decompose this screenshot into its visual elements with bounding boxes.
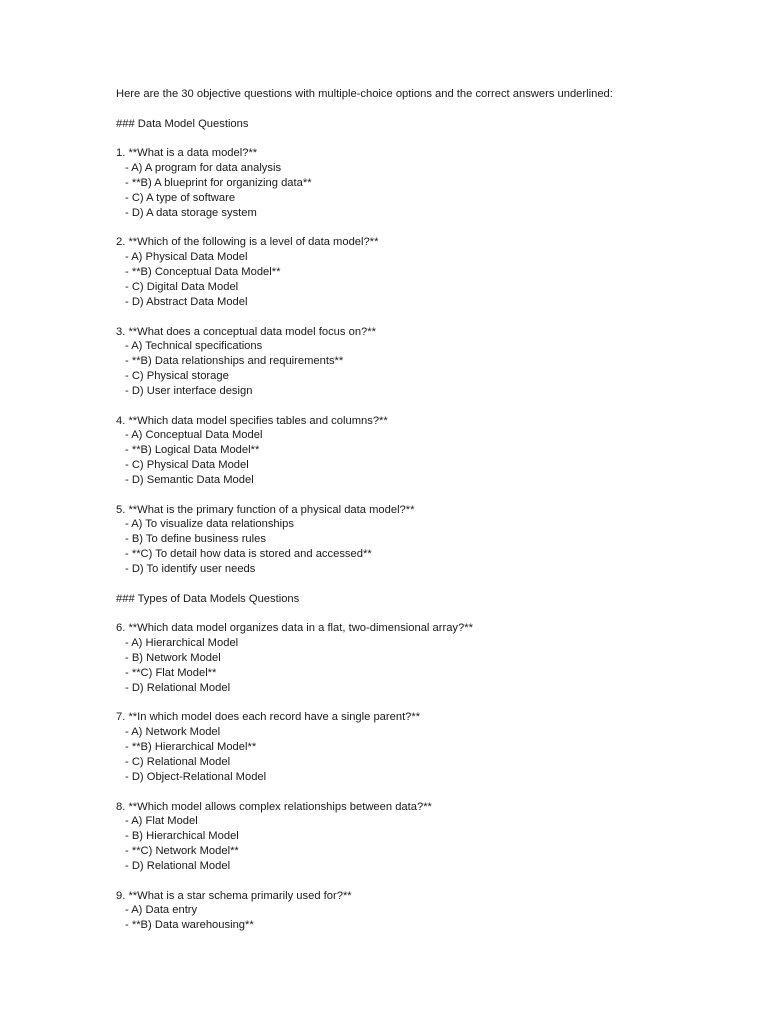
question-text: 2. **Which of the following is a level of data model?** xyxy=(116,236,379,249)
spacer xyxy=(116,221,736,236)
option-text: - D) Relational Model xyxy=(125,859,231,872)
spacer xyxy=(116,310,736,325)
option-text: - A) Data entry xyxy=(125,904,198,917)
spacer xyxy=(116,874,736,889)
option-text: - A) Hierarchical Model xyxy=(125,637,239,650)
option-text: - A) Physical Data Model xyxy=(125,251,248,264)
option-text: - **B) Data warehousing** xyxy=(125,919,254,932)
spacer xyxy=(116,102,736,117)
option-text: - A) A program for data analysis xyxy=(125,162,282,175)
option-text: - D) Relational Model xyxy=(125,681,231,694)
option-text: - C) Physical storage xyxy=(125,370,229,383)
spacer xyxy=(116,488,736,503)
option-text: - D) To identify user needs xyxy=(125,563,256,575)
option-text: - B) Network Model xyxy=(125,652,221,665)
option-text: - **C) Flat Model** xyxy=(125,666,217,679)
spacer xyxy=(116,607,736,622)
option-text: - **C) To detail how data is stored and accessed** xyxy=(125,548,372,561)
section-heading: ### Types of Data Models Questions xyxy=(116,592,300,605)
question-text: 6. **Which data model organizes data in a flat, two-dimensional array?** xyxy=(116,622,473,635)
option-text: - D) Object-Relational Model xyxy=(125,770,267,783)
spacer xyxy=(116,132,736,147)
option-text: - **B) Logical Data Model** xyxy=(125,444,260,457)
option-text: - C) A type of software xyxy=(125,191,236,204)
document-page xyxy=(116,87,736,933)
spacer xyxy=(116,399,736,414)
question-text: 9. **What is a star schema primarily used for?** xyxy=(116,889,352,902)
spacer xyxy=(116,577,736,592)
option-text: - **B) A blueprint for organizing data** xyxy=(125,177,312,190)
option-text: - B) To define business rules xyxy=(125,533,266,546)
option-text: - **B) Hierarchical Model** xyxy=(125,741,257,754)
question-text: 7. **In which model does each record have a single parent?** xyxy=(116,711,421,724)
option-text: - **B) Data relationships and requirements** xyxy=(125,355,344,368)
option-text: - A) Conceptual Data Model xyxy=(125,429,263,442)
option-text: - A) To visualize data relationships xyxy=(125,518,294,531)
option-text: - **B) Conceptual Data Model** xyxy=(125,266,281,279)
option-text: - **C) Network Model** xyxy=(125,845,239,858)
option-text: - B) Hierarchical Model xyxy=(125,830,239,843)
option-text: - C) Digital Data Model xyxy=(125,280,239,293)
section-heading: ### Data Model Questions xyxy=(116,117,249,130)
question-text: 4. **Which data model specifies tables and columns?** xyxy=(116,414,388,427)
option-text: - A) Flat Model xyxy=(125,815,198,828)
option-text: - D) User interface design xyxy=(125,384,253,397)
intro-text: Here are the 30 objective questions with multiple-choice options and the correct answers underlined: xyxy=(116,88,613,100)
spacer xyxy=(116,785,736,800)
question-text: 5. **What is the primary function of a physical data model?** xyxy=(116,503,415,516)
option-text: - A) Technical specifications xyxy=(125,340,263,353)
question-text: 3. **What does a conceptual data model focus on?** xyxy=(116,325,376,338)
spacer xyxy=(116,696,736,711)
option-text: - D) Semantic Data Model xyxy=(125,473,254,486)
question-text: 8. **Which model allows complex relationships between data?** xyxy=(116,800,432,813)
option-text: - D) Abstract Data Model xyxy=(125,295,248,308)
option-text: - C) Physical Data Model xyxy=(125,459,249,472)
option-text: - A) Network Model xyxy=(125,726,221,739)
option-text: - C) Relational Model xyxy=(125,755,231,768)
question-text: 1. **What is a data model?** xyxy=(116,147,258,160)
option-text: - D) A data storage system xyxy=(125,206,257,219)
